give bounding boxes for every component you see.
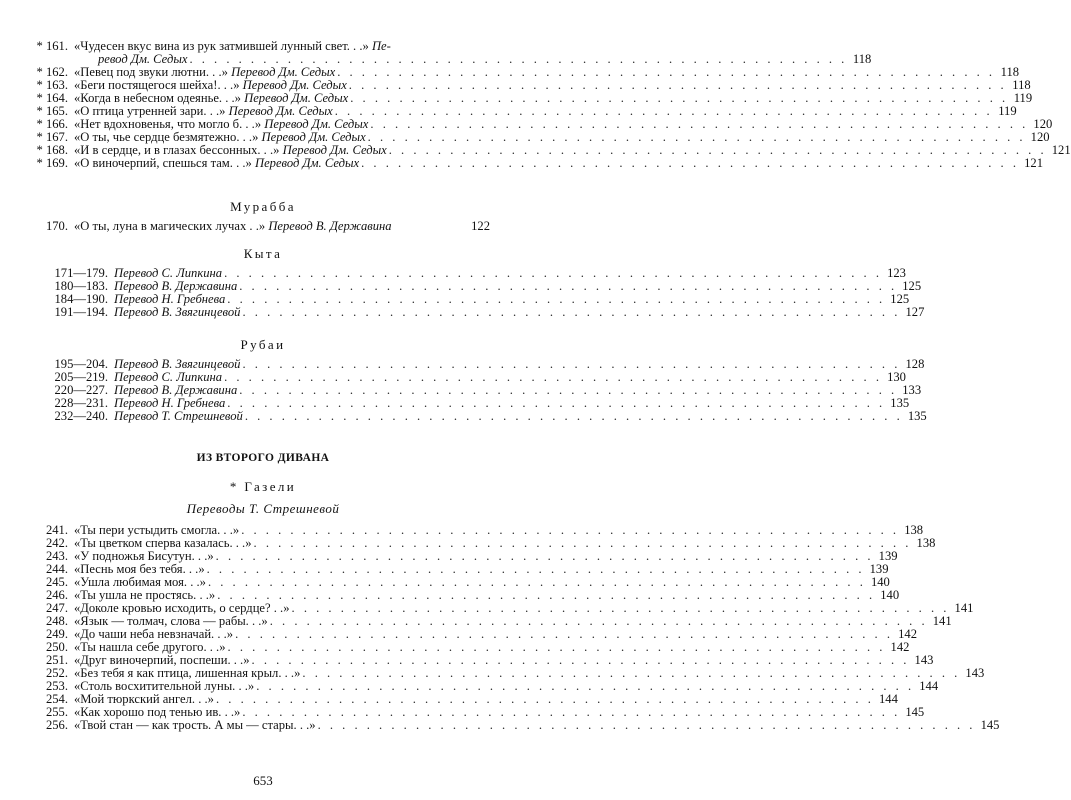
entry-title: «О ты, луна в магических лучах . .» bbox=[74, 219, 266, 233]
entry-title: «Нет вдохновенья, что могло б. . .» bbox=[74, 117, 262, 131]
entry-number: 252. bbox=[45, 666, 68, 680]
part-heading-second-divan: ИЗ ВТОРОГО ДИВАНА bbox=[196, 452, 330, 464]
entry-translator: Перевод Дм. Седых bbox=[231, 65, 336, 79]
entry-number: 251. bbox=[45, 653, 68, 667]
toc-group-rubai bbox=[20, 357, 927, 423]
entry-page: 143 bbox=[965, 666, 985, 680]
entry-title: «Ушла любимая моя. . .» bbox=[74, 575, 206, 589]
entry-translator: Перевод В. Державина bbox=[114, 279, 238, 293]
entry-title: «Доколе кровью исходить, о сердце? . .» bbox=[74, 601, 290, 615]
entry-title: «Без тебя я как птица, лишенная крыл. . .» bbox=[74, 666, 301, 680]
entry-title: «Язык — толмач, слова — рабы. . .» bbox=[74, 614, 268, 628]
entry-number: * 167. bbox=[36, 130, 68, 144]
entry-title: «Как хорошо под тенью ив. . .» bbox=[74, 705, 241, 719]
section-heading-murabba: Мурабба bbox=[230, 199, 296, 214]
entry-translator: Перевод В. Державина bbox=[268, 219, 392, 233]
entry-page: 143 bbox=[914, 653, 934, 667]
toc-group-kyta bbox=[20, 266, 925, 319]
entry-page: 120 bbox=[1030, 130, 1050, 144]
entry-title: «О ты, чье сердце безмятежно. . .» bbox=[74, 130, 259, 144]
entry-title: «Друг виночерпий, поспеши. . .» bbox=[74, 653, 250, 667]
entry-page: 121 bbox=[1024, 156, 1043, 170]
entry-translator: Перевод С. Липкина bbox=[114, 266, 223, 280]
entry-title: «Когда в небесном одеянье. . .» bbox=[74, 91, 241, 105]
entry-page: 142 bbox=[898, 627, 917, 641]
entry-page: 144 bbox=[878, 692, 898, 706]
entry-title: «Беги постящегося шейха!. . .» bbox=[74, 78, 240, 92]
entry-number: * 163. bbox=[36, 78, 68, 92]
toc-entry-170 bbox=[20, 220, 490, 233]
section-subheading-translator: Переводы Т. Стрешневой bbox=[186, 501, 340, 516]
entry-number: 247. bbox=[45, 601, 68, 615]
entry-page: 140 bbox=[880, 588, 900, 602]
leader-dots bbox=[318, 719, 976, 732]
entry-number: 243. bbox=[45, 549, 68, 563]
entry-page: 135 bbox=[890, 396, 910, 410]
entry-title: «Чудесен вкус вина из рук затмившей лунный свет. . .» bbox=[74, 39, 369, 53]
entry-number: * 161. bbox=[36, 39, 68, 53]
entry-number: 205—219. bbox=[54, 370, 108, 384]
page-number: 653 bbox=[253, 773, 273, 788]
entry-page: 119 bbox=[998, 104, 1017, 118]
entry-number: 180—183. bbox=[54, 279, 108, 293]
entry-number: 242. bbox=[45, 536, 68, 550]
entry-page: 130 bbox=[887, 370, 906, 384]
entry-translator: Перевод В. Звягинцевой bbox=[114, 357, 241, 371]
entry-page: 123 bbox=[887, 266, 906, 280]
toc-entry bbox=[20, 409, 927, 423]
entry-number: 245. bbox=[45, 575, 68, 589]
toc-entry bbox=[20, 305, 925, 319]
entry-title: «Песнь моя без тебя. . .» bbox=[74, 562, 205, 576]
toc-group-gazelles-1 bbox=[20, 39, 1071, 170]
entry-title: «О птица утренней зари. . .» bbox=[74, 104, 226, 118]
entry-page: 141 bbox=[932, 614, 952, 628]
entry-number: 246. bbox=[45, 588, 68, 602]
entry-number: 195—204. bbox=[54, 357, 108, 371]
entry-title: «О виночерпий, спешься там. . .» bbox=[74, 156, 252, 170]
entry-page: 127 bbox=[905, 305, 925, 319]
entry-page: 118 bbox=[1012, 78, 1031, 92]
entry-number: * 165. bbox=[36, 104, 68, 118]
entry-page: 125 bbox=[890, 292, 910, 306]
toc-group-gazelles-2 bbox=[20, 523, 1000, 732]
leader-dots bbox=[242, 306, 900, 319]
entry-number: 232—240. bbox=[54, 409, 108, 423]
entry-number: 249. bbox=[45, 627, 68, 641]
entry-number: 244. bbox=[45, 562, 68, 576]
toc-entry bbox=[20, 156, 1043, 170]
entry-number: * 162. bbox=[36, 65, 68, 79]
toc-group-murabba bbox=[20, 220, 490, 233]
entry-title: «Певец под звуки лютни. . .» bbox=[74, 65, 228, 79]
entry-number: 256. bbox=[45, 718, 68, 732]
entry-translator: Перевод Дм. Седых bbox=[228, 104, 333, 118]
entry-page: 120 bbox=[1033, 117, 1053, 131]
entry-page: 138 bbox=[916, 536, 936, 550]
entry-number: 220—227. bbox=[54, 383, 108, 397]
entry-title: «Мой тюркский ангел. . .» bbox=[74, 692, 214, 706]
entry-page: 122 bbox=[471, 219, 490, 233]
leader-dots bbox=[245, 410, 903, 423]
entry-number: 250. bbox=[45, 640, 68, 654]
entry-number: * 164. bbox=[36, 91, 68, 105]
entry-number: 241. bbox=[45, 523, 68, 537]
entry-title: «И в сердце, и в глазах бессонных. . .» bbox=[74, 143, 280, 157]
entry-number: 171—179. bbox=[54, 266, 108, 280]
section-heading-kyta: Кыта bbox=[243, 246, 283, 261]
entry-title: «До чаши неба невзначай. . .» bbox=[74, 627, 234, 641]
entry-title: «Твой стан — как трость. А мы — стары. . .» bbox=[74, 718, 316, 732]
entry-number: 184—190. bbox=[54, 292, 108, 306]
toc-entry bbox=[20, 718, 1000, 732]
entry-page: 142 bbox=[890, 640, 910, 654]
entry-translator: Перевод Дм. Седых bbox=[254, 156, 360, 170]
entry-number: 170. bbox=[45, 219, 68, 233]
entry-translator: Перевод Дм. Седых bbox=[242, 78, 347, 92]
section-heading-rubai: Рубаи bbox=[240, 337, 286, 352]
entry-page: 135 bbox=[907, 409, 927, 423]
entry-title: «Ты ушла не простясь. . .» bbox=[74, 588, 216, 602]
entry-title: «Ты пери устыдить смогла. . .» bbox=[74, 523, 240, 537]
entry-page: 119 bbox=[1013, 91, 1033, 105]
entry-page: 139 bbox=[869, 562, 889, 576]
entry-number: 255. bbox=[45, 705, 68, 719]
entry-number: 253. bbox=[45, 679, 68, 693]
entry-number: * 169. bbox=[36, 156, 68, 170]
entry-page: 138 bbox=[904, 523, 924, 537]
entry-page: 144 bbox=[919, 679, 939, 693]
entry-number: * 168. bbox=[36, 143, 68, 157]
entry-translator: Перевод Т. Стрешневой bbox=[114, 409, 243, 423]
entry-title: «У подножья Бисутун. . .» bbox=[74, 549, 214, 563]
entry-translator: Пе- bbox=[371, 39, 391, 53]
entry-page: 128 bbox=[905, 357, 925, 371]
entry-translator: Перевод Н. Гребнева bbox=[114, 396, 226, 410]
entry-page: 145 bbox=[980, 718, 1000, 732]
entry-page: 141 bbox=[954, 601, 974, 615]
entry-number: 254. bbox=[45, 692, 68, 706]
entry-number: 248. bbox=[45, 614, 68, 628]
entry-page: 145 bbox=[905, 705, 925, 719]
entry-translator: Перевод Н. Гребнева bbox=[114, 292, 226, 306]
entry-title: «Ты нашла себе другого. . .» bbox=[74, 640, 226, 654]
entry-page: 125 bbox=[902, 279, 922, 293]
entry-title: «Ты цветком сперва казалась. . .» bbox=[74, 536, 252, 550]
entry-page: 133 bbox=[902, 383, 922, 397]
entry-page: 118 bbox=[852, 52, 872, 66]
entry-translator: Перевод В. Звягинцевой bbox=[114, 305, 241, 319]
leader-dots bbox=[361, 157, 1019, 170]
entry-translator: Перевод Дм. Седых bbox=[261, 130, 366, 144]
entry-page: 118 bbox=[1000, 65, 1020, 79]
entry-page: 140 bbox=[870, 575, 890, 589]
entry-number: 191—194. bbox=[54, 305, 108, 319]
entry-title: «Столь восхитительной луны. . .» bbox=[74, 679, 255, 693]
entry-number: 228—231. bbox=[54, 396, 108, 410]
entry-page: 121 bbox=[1051, 143, 1071, 157]
entry-translator: Перевод С. Липкина bbox=[114, 370, 223, 384]
entry-translator: Перевод В. Державина bbox=[114, 383, 238, 397]
entry-translator: ревод Дм. Седых bbox=[98, 52, 188, 66]
section-heading-gazelles: * Газели bbox=[229, 479, 297, 494]
entry-translator: Перевод Дм. Седых bbox=[282, 143, 387, 157]
entry-translator: Перевод Дм. Седых bbox=[264, 117, 369, 131]
entry-number: * 166. bbox=[36, 117, 68, 131]
entry-page: 139 bbox=[878, 549, 898, 563]
entry-translator: Перевод Дм. Седых bbox=[244, 91, 349, 105]
